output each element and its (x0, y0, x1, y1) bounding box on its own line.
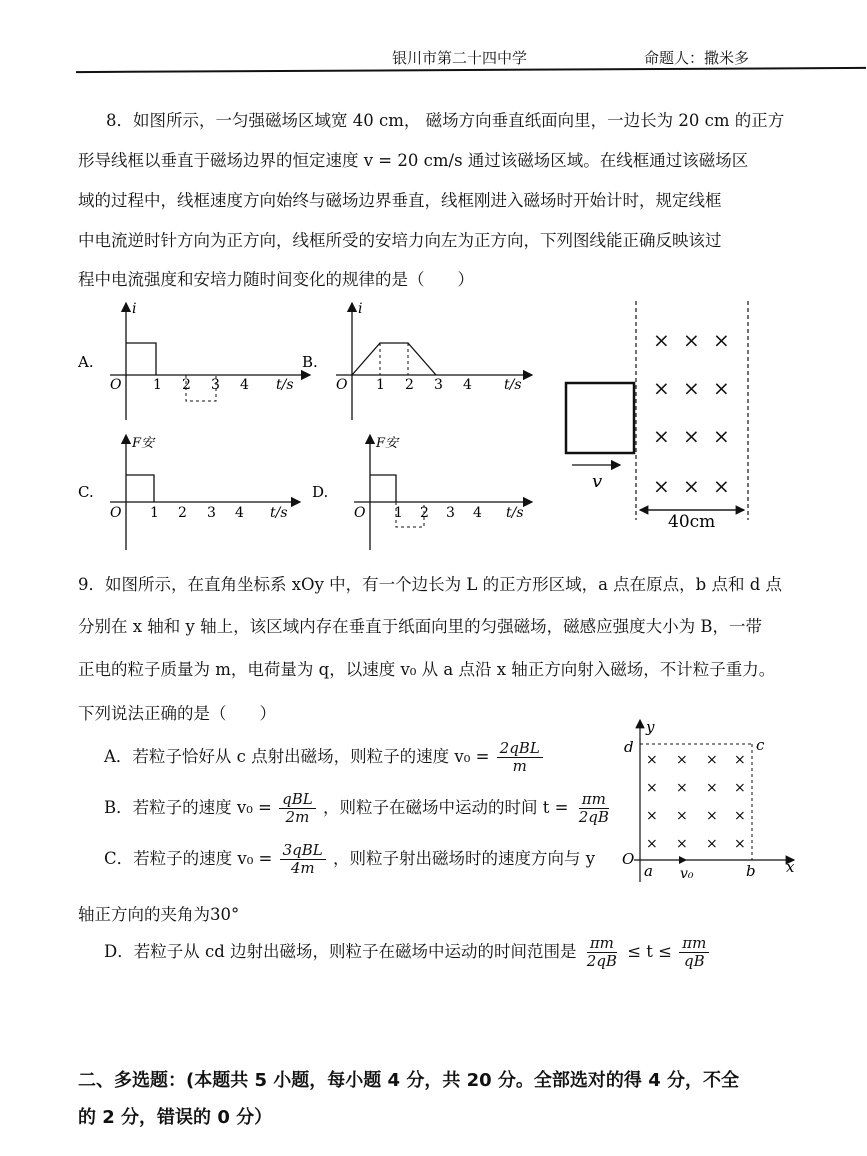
q9-option-c (104, 842, 595, 877)
graph-d (312, 435, 532, 550)
graph-a-origin: O (110, 377, 122, 393)
field-x: × (676, 780, 688, 796)
q9-option-d-fraction-2: $\frac{\pi m}{qB}$ (679, 935, 709, 970)
field-x: × (683, 376, 700, 400)
field-x: × (706, 780, 718, 796)
field-x: × (683, 474, 700, 498)
graph-b-ylabel: i (358, 301, 363, 317)
q9-line-4: 下列说法正确的是（ ） (78, 704, 276, 723)
graph-b-xlabel: t/s (504, 377, 522, 393)
q9-option-b-fraction-1: $\frac{\text{qBL}}{2m}$ (279, 791, 316, 826)
q9-axis-x: x (786, 858, 795, 876)
field-x: × (676, 836, 688, 852)
square-loop (566, 383, 634, 453)
field-x: × (734, 780, 746, 796)
graph-d-origin: O (354, 505, 366, 521)
graph-d-tick: 2 (420, 505, 429, 521)
graph-b-tick: 4 (463, 377, 472, 393)
q8-graphs (70, 295, 540, 555)
q9-option-d-mid: ≤ t ≤ (627, 942, 672, 961)
field-marks (653, 328, 730, 498)
section-2-heading-cont: 的 2 分，错误的 0 分） (78, 1107, 273, 1128)
graph-d-tick: 3 (446, 505, 455, 521)
q9-option-b-fraction-2: $\frac{\pi m}{2qB}$ (578, 790, 609, 826)
field-x: × (706, 808, 718, 824)
graph-b-label: B. (302, 353, 318, 371)
graph-c (78, 435, 300, 550)
q9-point-d: d (624, 738, 634, 756)
field-x: × (646, 780, 658, 796)
q9-option-b (104, 791, 614, 826)
field-x: × (713, 376, 730, 400)
field-x: × (734, 808, 746, 824)
graph-b-tick: 2 (405, 377, 414, 393)
field-x: × (646, 752, 658, 768)
field-x: × (653, 474, 670, 498)
graph-b-origin: O (336, 377, 348, 393)
graph-a (77, 301, 310, 420)
q8-line-1: 8．如图所示，一匀强磁场区域宽 40 cm， 磁场方向垂直纸面向里，一边长为 20 cm 的正方 (106, 111, 785, 130)
school-name: 银川市第二十四中学 (392, 49, 528, 67)
field-x: × (653, 328, 670, 352)
graph-c-ylabel: F安 (132, 436, 155, 451)
q9-option-c-fraction: $\frac{\text{3qBL}}{4m}$ (280, 842, 326, 877)
field-x: × (683, 328, 700, 352)
graph-d-ylabel: F安 (376, 436, 399, 451)
q9-line-3: 正电的粒子质量为 m，电荷量为 q，以速度 v₀ 从 a 点沿 x 轴正方向射入磁场，不计粒子重力。 (78, 660, 776, 679)
graph-c-tick: 1 (150, 505, 159, 521)
graph-d-xlabel: t/s (506, 505, 524, 521)
field-x: × (734, 752, 746, 768)
q9-point-b: b (746, 862, 756, 880)
field-x: × (653, 376, 670, 400)
q9-origin: O (622, 850, 635, 868)
q9-option-b-mid: ，则粒子在磁场中运动的时间 t = (322, 798, 569, 817)
graph-a-xlabel: t/s (276, 377, 294, 393)
author-label: 命题人：撒米多 (644, 49, 750, 67)
graph-d-tick: 4 (473, 505, 482, 521)
field-x: × (713, 474, 730, 498)
q9-option-c-text: C．若粒子的速度 v₀ = (104, 849, 273, 868)
q9-option-c-post: ，则粒子射出磁场时的速度方向与 y (333, 849, 596, 868)
graph-a-label: A. (78, 353, 94, 371)
q8-line-4: 中电流逆时针方向为正方向，线框所受的安培力向左为正方向，下列图线能正确反映该过 (78, 231, 722, 250)
graph-c-xlabel: t/s (270, 505, 288, 521)
field-x: × (683, 424, 700, 448)
q9-velocity: v₀ (680, 866, 694, 882)
graph-a-tick: 1 (153, 377, 162, 393)
q9-option-d-fraction-1: $\frac{\pi m}{2qB}$ (586, 934, 617, 970)
graph-b-tick: 3 (434, 377, 443, 393)
q9-option-a-fraction: $\frac{\text{2qBL}}{m}$ (497, 740, 543, 775)
field-x: × (646, 808, 658, 824)
graph-a-tick: 3 (211, 377, 220, 393)
field-x: × (713, 424, 730, 448)
q9-option-b-text: B．若粒子的速度 v₀ = (104, 798, 272, 817)
graph-c-tick: 2 (178, 505, 187, 521)
graph-b-tick: 1 (376, 377, 385, 393)
q9-point-a: a (644, 862, 653, 880)
graph-a-ylabel: i (132, 301, 137, 317)
graph-c-origin: O (110, 505, 122, 521)
q9-option-a (104, 740, 545, 775)
graph-a-tick: 4 (240, 377, 249, 393)
q9-line-2: 分别在 x 轴和 y 轴上，该区域内存在垂直于纸面向里的匀强磁场，磁感应强度大小为 B，一带 (78, 617, 762, 636)
field-x: × (706, 836, 718, 852)
field-x: × (713, 328, 730, 352)
field-x: × (646, 836, 658, 852)
q8-line-3: 域的过程中，线框速度方向始终与磁场边界垂直，线框刚进入磁场时开始计时，规定线框 (78, 191, 722, 210)
q9-option-a-text: A．若粒子恰好从 c 点射出磁场，则粒子的速度 v₀ = (104, 747, 490, 766)
field-x: × (676, 752, 688, 768)
section-2-heading: 二、多选题：(本题共 5 小题，每小题 4 分，共 20 分。全部选对的得 4 分，不全 (78, 1070, 739, 1091)
q8-line-2: 形导线框以垂直于磁场边界的恒定速度 v = 20 cm/s 通过该磁场区域。在线框通过该磁场区 (78, 151, 749, 170)
field-x: × (734, 836, 746, 852)
width-label: 40cm (668, 512, 716, 532)
q9-figure (612, 712, 802, 887)
q9-line-1: 9．如图所示，在直角坐标系 xOy 中，有一个边长为 L 的正方形区域，a 点在原点，b 点和 d 点 (78, 575, 783, 594)
graph-d-label: D. (312, 483, 329, 501)
graph-c-tick: 3 (207, 505, 216, 521)
field-x: × (706, 752, 718, 768)
q8-line-5: 程中电流强度和安培力随时间变化的规律的是（ ） (78, 270, 474, 289)
graph-b (302, 301, 532, 420)
field-x: × (676, 808, 688, 824)
field-x: × (653, 424, 670, 448)
graph-a-tick: 2 (182, 377, 191, 393)
q9-option-c-line2: 轴正方向的夹角为30° (78, 905, 240, 924)
graph-c-tick: 4 (235, 505, 244, 521)
q9-option-d-text: D．若粒子从 cd 边射出磁场，则粒子在磁场中运动的时间范围是 (104, 942, 577, 961)
q9-option-d (104, 935, 711, 970)
q9-axis-y: y (646, 718, 655, 736)
graph-c-label: C. (78, 483, 94, 501)
velocity-label: v (592, 471, 603, 492)
q9-field-marks (646, 752, 746, 852)
q9-point-c: c (756, 736, 765, 754)
q8-field-figure (560, 295, 760, 535)
graph-d-tick: 1 (394, 505, 403, 521)
